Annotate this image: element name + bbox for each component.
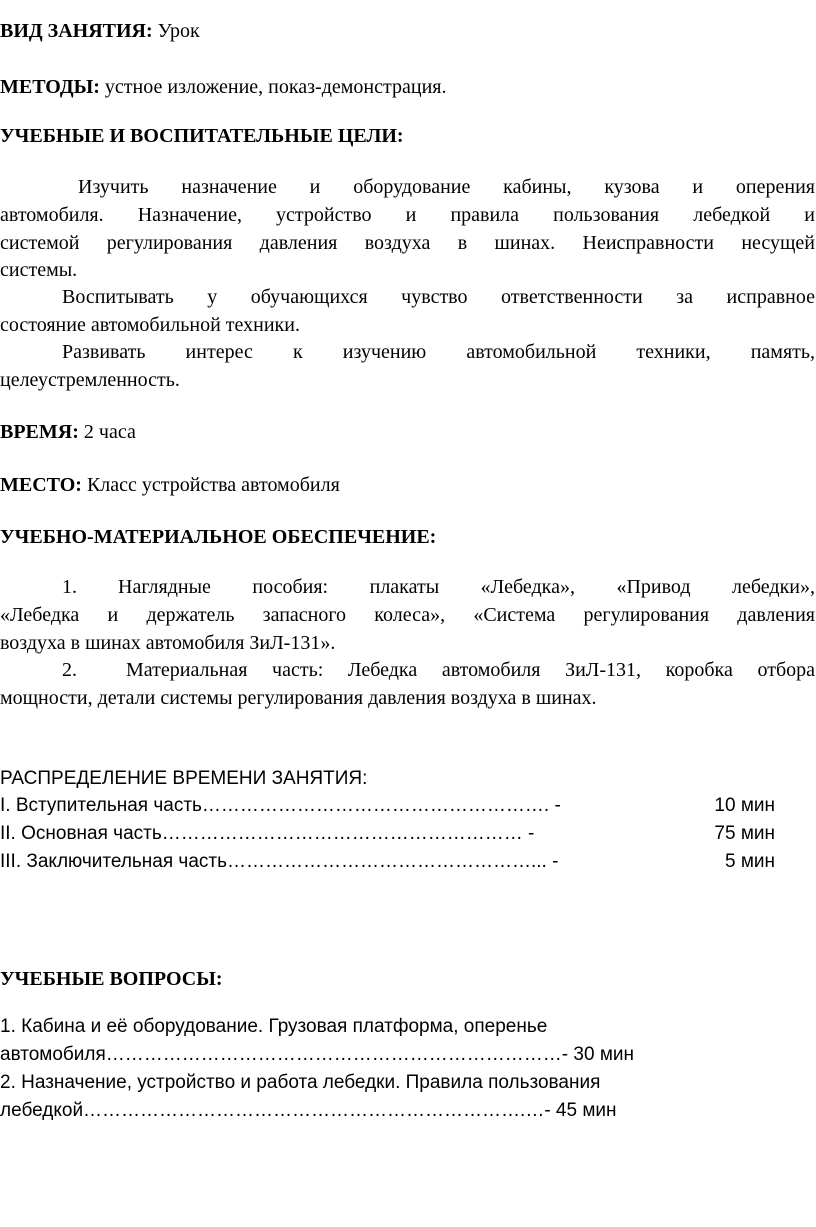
question1-line2: автомобиля………………………………………………………………- 30 мин: [0, 1044, 634, 1065]
questions-heading: УЧЕБНЫЕ ВОПРОСЫ:: [0, 968, 223, 990]
distribution-row: [0, 848, 775, 876]
materials-item2-line1: [0, 656, 815, 684]
goals-p3-line2: целеустремленность.: [0, 369, 180, 391]
distribution-row-name: III. Заключительная часть…………………………………………... -: [0, 851, 559, 872]
distribution-row-name: II. Основная часть………………………………………………… -: [0, 823, 535, 844]
goals-p2-line2: состояние автомобильной техники.: [0, 314, 300, 336]
time: [0, 418, 815, 446]
goals-p1-line3: системой регулирования давления воздуха в шинах. Неисправности несущей: [0, 232, 815, 254]
methods-value: устное изложение, показ-демонстрация.: [104, 76, 447, 98]
materials-item2-text: Материальная часть: Лебедка автомобиля ЗиЛ-131, коробка отбора: [126, 659, 815, 681]
distribution-row: [0, 792, 775, 820]
materials-heading: УЧЕБНО-МАТЕРИАЛЬНОЕ ОБЕСПЕЧЕНИЕ:: [0, 526, 437, 548]
methods-label: МЕТОДЫ:: [0, 76, 100, 98]
lesson-type-value: Урок: [157, 20, 200, 42]
materials-item1-line3: воздуха в шинах автомобиля ЗиЛ-131».: [0, 632, 336, 654]
methods: [0, 73, 815, 101]
place-value: Класс устройства автомобиля: [86, 474, 340, 496]
lesson-type: [0, 17, 815, 45]
materials-item2-number: 2.: [62, 659, 77, 681]
goals-p1-line1: Изучить назначение и оборудование кабины, кузова и оперения: [78, 176, 815, 198]
distribution-row-name: I. Вступительная часть………………………………………………. -: [0, 795, 561, 816]
distribution-row-value: 75 мин: [714, 823, 775, 844]
goals-heading: УЧЕБНЫЕ И ВОСПИТАТЕЛЬНЫЕ ЦЕЛИ:: [0, 125, 404, 147]
place-label: МЕСТО:: [0, 474, 82, 496]
materials-item1-number: 1.: [62, 576, 77, 598]
place: [0, 471, 815, 499]
distribution-row-value: 10 мин: [714, 795, 775, 816]
question2-line2: лебедкой…………………………………………………………….…- 45 мин: [0, 1100, 617, 1121]
distribution-heading: РАСПРЕДЕЛЕНИЕ ВРЕМЕНИ ЗАНЯТИЯ:: [0, 768, 368, 789]
goals-p2-line1: Воспитывать у обучающихся чувство ответственности за исправное: [62, 286, 815, 308]
goals-p1-line2: автомобиля. Назначение, устройство и правила пользования лебедкой и: [0, 204, 815, 226]
question1-line1: 1. Кабина и её оборудование. Грузовая платформа, оперенье: [0, 1016, 548, 1037]
time-value: 2 часа: [83, 421, 136, 443]
distribution-row-value: 5 мин: [724, 851, 775, 872]
materials-item1-text: Наглядные пособия: плакаты «Лебедка», «Привод лебедки»,: [118, 576, 815, 598]
distribution-row: [0, 820, 775, 848]
goals-p1-line4: системы.: [0, 259, 78, 281]
materials-item1-line2: «Лебедка и держатель запасного колеса», «Система регулирования давления: [0, 604, 815, 626]
question2-line1: 2. Назначение, устройство и работа лебедки. Правила пользования: [0, 1072, 601, 1093]
materials-item1-line1: [0, 573, 815, 601]
time-label: ВРЕМЯ:: [0, 421, 79, 443]
lesson-type-label: ВИД ЗАНЯТИЯ:: [0, 20, 153, 42]
materials-item2-line2: мощности, детали системы регулирования давления воздуха в шинах.: [0, 687, 597, 709]
goals-p3-line1: Развивать интерес к изучению автомобильной техники, память,: [62, 341, 815, 363]
